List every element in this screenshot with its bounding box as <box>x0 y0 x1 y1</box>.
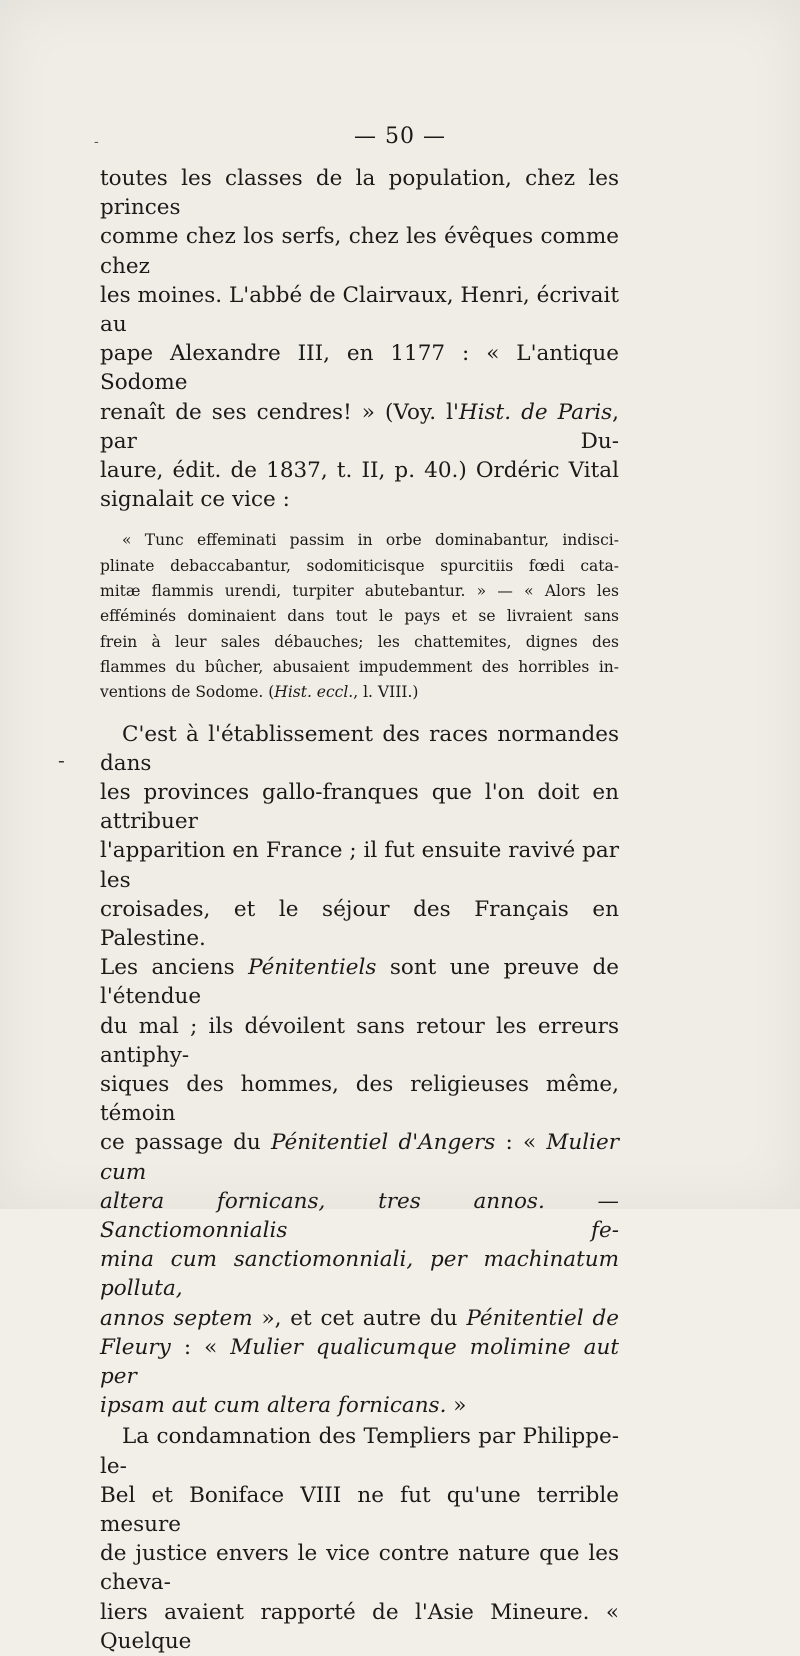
text-run: ce passage du <box>100 1130 271 1156</box>
p2-line <box>100 1245 619 1303</box>
p2-line <box>100 1128 619 1186</box>
margin-dash-mid: - <box>58 748 65 772</box>
p2-line: l'apparition en France ; il fut ensuite ravivé par les <box>100 838 619 893</box>
italic-title: Pénitentiels <box>248 955 377 981</box>
text-run: sont une preuve de l'étendue <box>100 955 619 1010</box>
p2-line: siques des hommes, des religieuses même, témoin <box>100 1071 619 1127</box>
text-run: ventions de Sodome. ( <box>100 683 275 702</box>
p2-line <box>100 953 619 1011</box>
p1-line <box>100 398 619 456</box>
quote-line: frein à leur sales débauches; les chattemites, dignes des <box>100 632 619 651</box>
p1-line: pape Alexandre III, en 1177 : « L'antique Sodome <box>100 341 619 396</box>
paragraph-3 <box>100 1422 619 1656</box>
text-run: : « <box>495 1130 547 1156</box>
p2-line: du mal ; ils dévoilent sans retour les erreurs antiphy- <box>100 1013 619 1068</box>
p1-line: toutes les classes de la population, chez les princes <box>100 166 619 221</box>
p2-line <box>100 1391 619 1420</box>
italic-latin: mina cum sanctiomonniali, per machinatum polluta, <box>100 1247 619 1302</box>
p2-line <box>100 1187 619 1245</box>
text-run: » <box>446 1393 467 1419</box>
p1-line: comme chez los serfs, chez les évêques comme chez <box>100 224 619 279</box>
p1-line: les moines. L'abbé de Clairvaux, Henri, écrivait au <box>100 282 619 338</box>
p3-line: de justice envers le vice contre nature que les cheva- <box>100 1541 619 1596</box>
quote-line <box>100 680 619 705</box>
quote-line: « Tunc effeminati passim in orbe dominabantur, indisci- <box>122 531 619 550</box>
p2-line: C'est à l'établissement des races normandes dans <box>100 721 619 776</box>
italic-latin: Mulier qualicumque molimine aut per <box>100 1334 619 1389</box>
italic-latin: Mulier cum <box>100 1130 619 1185</box>
text-block <box>100 164 619 1656</box>
italic-title: Fleury <box>100 1334 171 1360</box>
italic-title: Hist. eccl. <box>274 683 354 702</box>
p2-line <box>100 1304 619 1333</box>
paragraph-2 <box>100 720 619 1421</box>
italic-title: Hist. de Paris <box>458 399 613 425</box>
quote-line: mitæ flammis urendi, turpiter abutebantur. » — « Alors les <box>100 582 619 601</box>
text-run: , l. VIII.) <box>353 683 419 702</box>
quote-line: plinate debaccabantur, sodomiticisque spurcitiis fœdi cata- <box>100 556 619 575</box>
latin-quotation <box>100 528 619 705</box>
italic-title: Pénitentiel de <box>466 1305 619 1331</box>
italic-latin: altera fornicans, tres annos. — Sanctiomonnialis fe- <box>100 1188 619 1243</box>
italic-title: Pénitentiel d'Angers <box>270 1130 496 1156</box>
text-run: renaît de ses cendres! » (Voy. l' <box>100 399 459 425</box>
p1-line: laure, édit. de 1837, t. II, p. 40.) Ordéric Vital <box>100 458 619 484</box>
p2-line <box>100 1333 619 1391</box>
quote-line: efféminés dominaient dans tout le pays et se livraient sans <box>100 607 619 626</box>
page-number: — 50 — <box>354 124 446 149</box>
text-run: Les anciens <box>100 955 249 981</box>
margin-dash-top: - <box>94 134 99 150</box>
text-run: », et cet autre du <box>252 1305 467 1331</box>
paragraph-1 <box>100 164 619 514</box>
italic-latin: ipsam aut cum altera fornicans. <box>100 1393 447 1419</box>
p2-line: les provinces gallo-franques que l'on doit en attribuer <box>100 779 619 835</box>
p3-line: Bel et Boniface VIII ne fut qu'une terrible mesure <box>100 1482 619 1537</box>
text-run: : « <box>170 1334 231 1360</box>
text-run: , par Du- <box>100 399 620 454</box>
italic-latin: annos septem <box>100 1305 253 1331</box>
p2-line: croisades, et le séjour des Français en Palestine. <box>100 896 619 951</box>
quote-line: flammes du bûcher, abusaient impudemment des horribles in- <box>100 657 619 676</box>
p1-line: signalait ce vice : <box>100 487 290 513</box>
p3-line: liers avaient rapporté de l'Asie Mineure. « Quelque <box>100 1599 619 1654</box>
p3-line: La condamnation des Templiers par Philippe-le- <box>100 1424 619 1479</box>
